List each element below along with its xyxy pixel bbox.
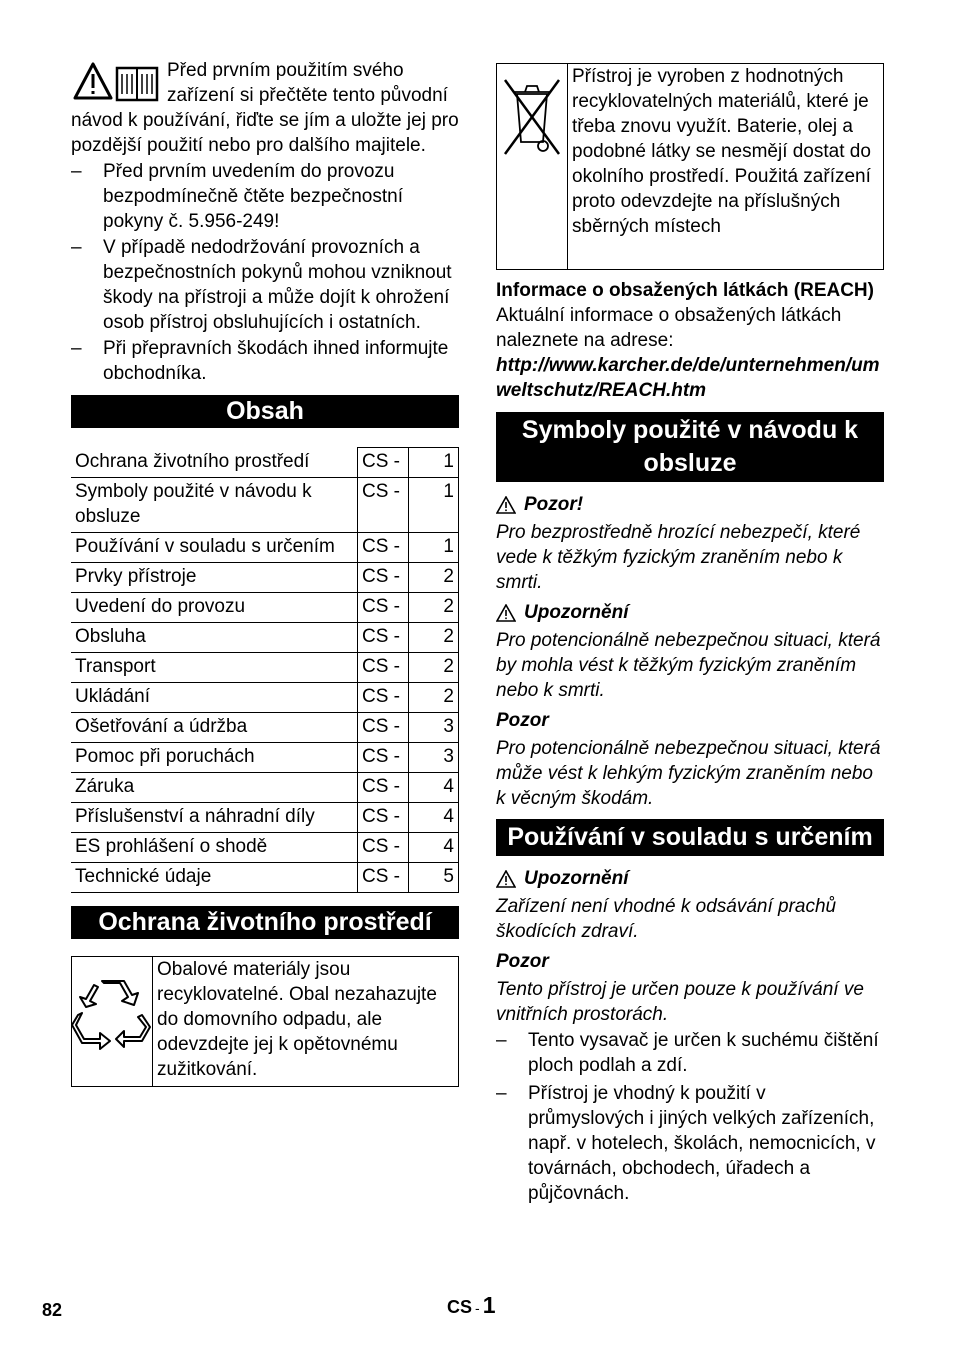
symbol-item: [496, 708, 884, 811]
toc-cs: CS -: [358, 448, 409, 478]
pouzivani-warning: [496, 866, 884, 944]
warning-icon: [496, 870, 516, 888]
table-row: [71, 653, 459, 683]
toc-title: Transport: [71, 653, 358, 683]
toc-cs: CS -: [358, 653, 409, 683]
table-row: [71, 533, 459, 563]
toc-page: 2: [409, 623, 459, 653]
toc-table: [71, 447, 459, 893]
left-column: [71, 58, 459, 1087]
table-row: [71, 563, 459, 593]
table-row: [71, 743, 459, 773]
toc-page: 2: [409, 653, 459, 683]
table-row: [71, 683, 459, 713]
toc-title: Uvedení do provozu: [71, 593, 358, 623]
pozor-text: Tento přístroj je určen pouze k používání ve vnitřních prostorách.: [496, 979, 864, 1025]
list-item: – V případě nedodržování provozních a bezpečnostních pokynů mohou vzniknout škody na přístroji a může dojít k ohrožení osob přístroj obsluhujících i ostatních.: [71, 235, 459, 335]
intro-bullets: [71, 159, 459, 386]
symbol-label: Pozor!: [524, 494, 584, 515]
reach-title: Informace o obsažených látkách (REACH): [496, 280, 874, 301]
symbol-label: Pozor: [496, 710, 549, 731]
toc-cs: CS -: [358, 623, 409, 653]
weee-box: [496, 63, 884, 270]
toc-page: 5: [409, 863, 459, 893]
table-row: [71, 448, 459, 478]
list-item: – Tento vysavač je určen k suchému čištění ploch podlah a zdí.: [496, 1028, 884, 1078]
pouzivani-heading: Používání v souladu s určením: [496, 819, 884, 856]
reach-link[interactable]: http://www.karcher.de/de/unternehmen/umweltschutz/REACH.htm: [496, 355, 880, 401]
toc-page: 2: [409, 563, 459, 593]
symbol-label-row: [496, 600, 884, 625]
toc-title: Ošetřování a údržba: [71, 713, 358, 743]
table-row: [71, 863, 459, 893]
warning-text: Zařízení není vhodné k odsávání prachů škodících zdraví.: [496, 896, 837, 942]
symbol-text: Pro bezprostředně hrozící nebezpečí, které vede k těžkým fyzickým zraněním nebo k smrti.: [496, 522, 861, 593]
toc-title: Záruka: [71, 773, 358, 803]
recycle-icon-cell: [72, 957, 153, 1086]
toc-title: Pomoc při poruchách: [71, 743, 358, 773]
toc-cs: CS -: [358, 563, 409, 593]
toc-cs: CS -: [358, 478, 409, 533]
recycle-text: Obalové materiály jsou recyklovatelné. Obal nezahazujte do domovního odpadu, ale odevzdejte jej k opětovnému zužitkování.: [157, 959, 437, 1080]
toc-cs: CS -: [358, 863, 409, 893]
toc-title: Ochrana životního prostředí: [71, 448, 358, 478]
toc-cs: CS -: [358, 833, 409, 863]
toc-cs: CS -: [358, 593, 409, 623]
toc-title: Obsluha: [71, 623, 358, 653]
toc-page: 2: [409, 593, 459, 623]
toc-cs: CS -: [358, 743, 409, 773]
table-row: [71, 623, 459, 653]
symboly-heading: Symboly použité v návodu k obsluze: [496, 412, 884, 482]
footer-cs-page: 1: [482, 1292, 496, 1318]
toc-cs: CS -: [358, 773, 409, 803]
table-row: [71, 773, 459, 803]
table-row: [71, 803, 459, 833]
list-item: – Před prvním uvedením do provozu bezpodmínečně čtěte bezpečnostní pokyny č. 5.956-249!: [71, 159, 459, 234]
warning-label-row: [496, 866, 884, 891]
symbol-text: Pro potencionálně nebezpečnou situaci, která by mohla vést k těžkým fyzickým zraněním nebo k smrti.: [496, 630, 881, 701]
toc-title: ES prohlášení o shodě: [71, 833, 358, 863]
toc-title: Technické údaje: [71, 863, 358, 893]
toc-page: 1: [409, 448, 459, 478]
toc-title: Příslušenství a náhradní díly: [71, 803, 358, 833]
footer-section-page: [447, 1293, 495, 1321]
symbol-item: [496, 600, 884, 703]
ochrana-heading: Ochrana životního prostředí: [71, 906, 459, 939]
warning-icon: [496, 496, 516, 514]
weee-icon-cell: [497, 64, 568, 269]
footer-cs-label: CS: [447, 1297, 473, 1317]
toc-page: 1: [409, 478, 459, 533]
pozor-label: Pozor: [496, 951, 549, 972]
toc-page: 4: [409, 773, 459, 803]
recycle-box: [71, 956, 459, 1087]
toc-cs: CS -: [358, 713, 409, 743]
toc-title: Používání v souladu s určením: [71, 533, 358, 563]
toc-page: 3: [409, 743, 459, 773]
table-row: [71, 593, 459, 623]
toc-title: Symboly použité v návodu k obsluze: [71, 478, 358, 533]
table-row: [71, 713, 459, 743]
toc-page: 4: [409, 833, 459, 863]
symbol-label: Upozornění: [524, 602, 629, 623]
weee-text: Přístroj je vyroben z hodnotných recyklovatelných materiálů, které je třeba znovu využít. Baterie, olej a podobné látky se nesmějí dostat do okolního prostředí. Použitá zařízení proto odevzdejte na příslušných sběrných místech: [572, 66, 871, 237]
crossed-bin-icon: [497, 72, 567, 162]
reach-text: Aktuální informace o obsažených látkách naleznete na adrese:: [496, 305, 842, 351]
footer-dash: -: [475, 1300, 480, 1316]
intro-section: [71, 58, 459, 386]
toc-page: 1: [409, 533, 459, 563]
intro-text: Před prvním použitím svého zařízení si přečtěte tento původní návod k používání, řiďte se jím a uložte jej pro pozdější použití nebo pro dalšího majitele.: [71, 60, 459, 156]
pouzivani-pozor: [496, 949, 884, 1027]
symbol-item: [496, 492, 884, 595]
obsah-heading: Obsah: [71, 395, 459, 428]
table-row: [71, 833, 459, 863]
toc-page: 4: [409, 803, 459, 833]
toc-cs: CS -: [358, 683, 409, 713]
toc-title: Prvky přístroje: [71, 563, 358, 593]
pouzivani-bullets: [496, 1028, 884, 1206]
intro-icons: [71, 60, 161, 104]
list-item: – Přístroj je vhodný k použití v průmyslových i jiných velkých zařízeních, např. v hotelech, školách, nemocnicích, v továrnách, obchodech, úřadech a půjčovnách.: [496, 1081, 884, 1206]
recycle-icon: [72, 975, 152, 1055]
list-item: – Při přepravních škodách ihned informujte obchodníka.: [71, 336, 459, 386]
symbol-label-row: [496, 708, 884, 733]
toc-title: Ukládání: [71, 683, 358, 713]
warning-read-manual-icon: [71, 60, 161, 104]
page-number: 82: [42, 1300, 63, 1320]
symbol-label-row: [496, 492, 884, 517]
table-row: [71, 478, 459, 533]
toc-page: 3: [409, 713, 459, 743]
warning-label: Upozornění: [524, 868, 629, 889]
right-column: [496, 63, 884, 1206]
toc-cs: CS -: [358, 803, 409, 833]
toc-cs: CS -: [358, 533, 409, 563]
symbol-text: Pro potencionálně nebezpečnou situaci, která může vést k lehkým fyzickým zraněním nebo k věcným škodám.: [496, 738, 881, 809]
warning-icon: [496, 604, 516, 622]
toc-page: 2: [409, 683, 459, 713]
